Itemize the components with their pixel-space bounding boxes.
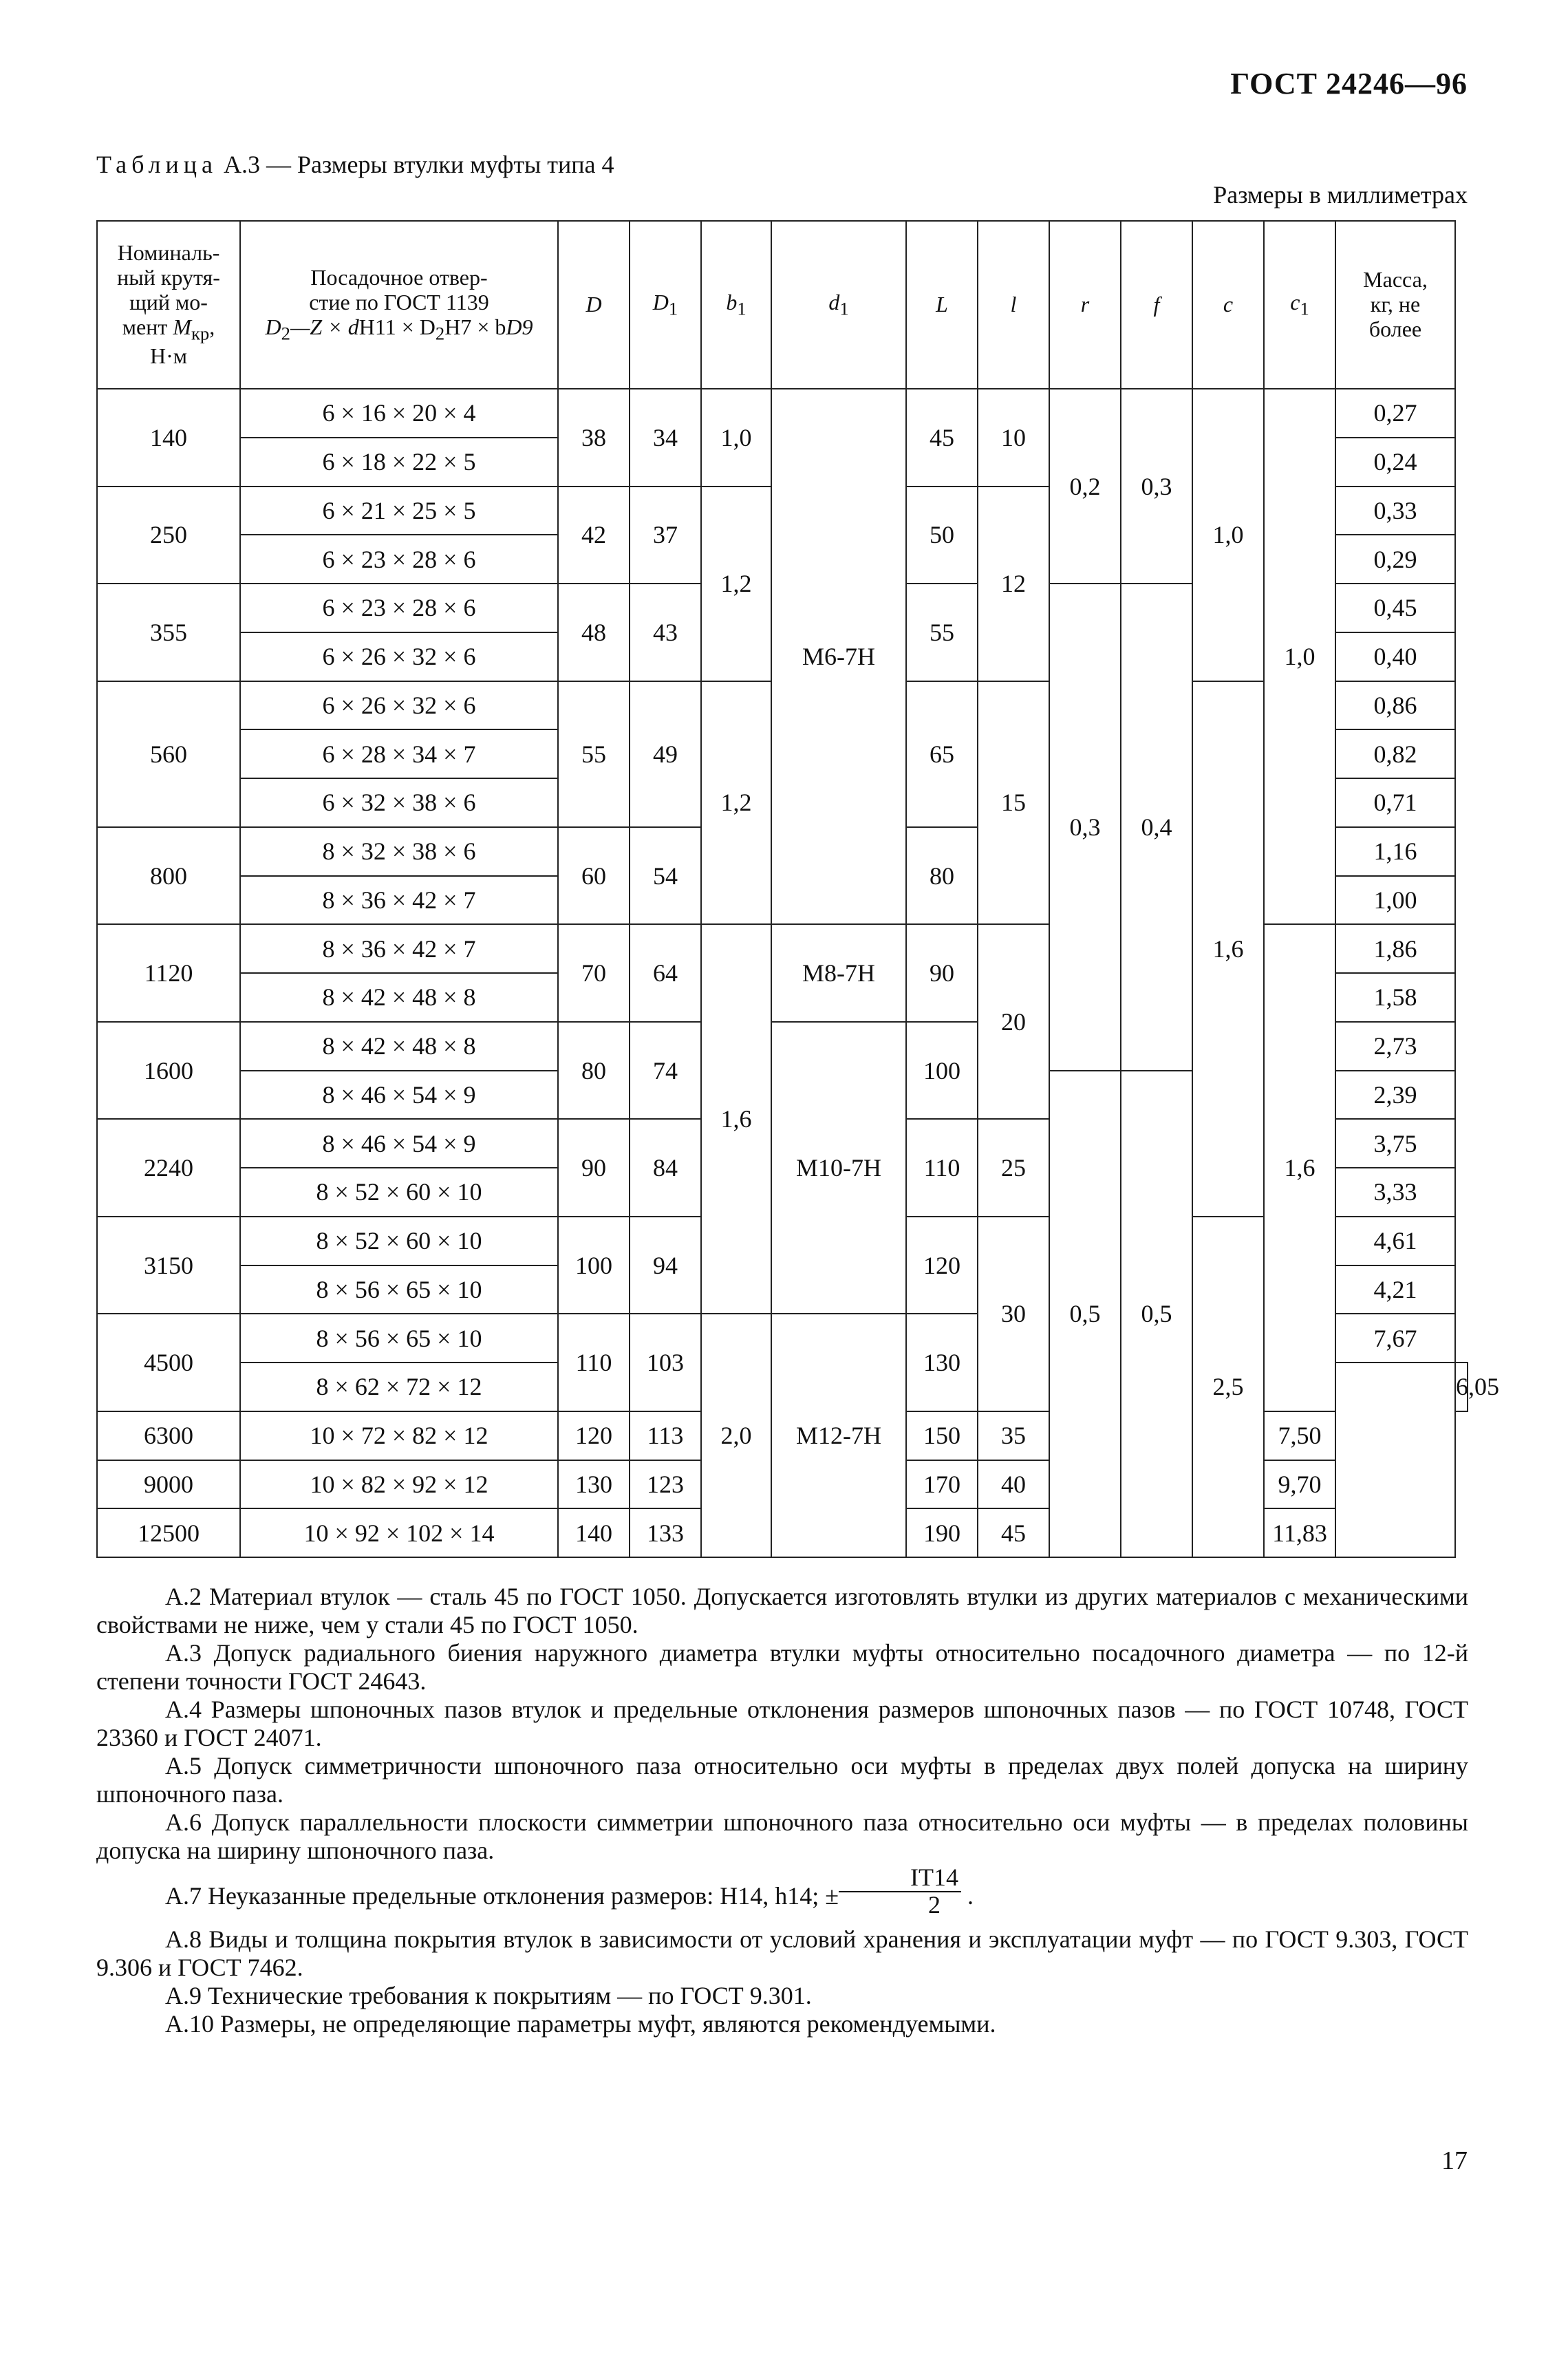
cell-torque: 9000 [97,1460,240,1509]
cell-D: 130 [558,1460,630,1509]
cell-mass: 0,27 [1335,389,1455,438]
cell-D: 80 [558,1022,630,1120]
caption-text: А.3 — Размеры втулки муфты типа 4 [217,151,614,178]
cell-mass: 3,75 [1335,1119,1455,1168]
cell-c: 1,0 [1192,389,1264,681]
cell-fit: 8 × 62 × 72 × 12 [240,1363,558,1411]
cell-D: 90 [558,1119,630,1217]
col-L: L [906,221,978,389]
col-D: D [558,221,630,389]
cell-c: 1,6 [1192,681,1264,1217]
notes-block [96,1583,1468,2038]
cell-mass: 11,83 [1264,1508,1335,1557]
fraction: $\frac{IT14}{2}$ [839,1865,961,1919]
cell-fit: 6 × 26 × 32 × 6 [240,632,558,681]
cell-torque: 250 [97,487,240,584]
cell-f: 0,3 [1121,389,1192,584]
cell-fit: 8 × 36 × 42 × 7 [240,876,558,925]
cell-L: 170 [906,1460,978,1509]
note-a7: А.7 Неуказанные предельные отклонения размеров: H14, h14; ± $\frac{IT14}{2}$ . [165,1863,974,1919]
cell-D1: 74 [630,1022,701,1120]
cell-fit: 8 × 46 × 54 × 9 [240,1119,558,1168]
cell-L: 50 [906,487,978,584]
cell-L: 130 [906,1314,978,1411]
cell-l: 10 [978,389,1049,487]
note-a3: А.3 Допуск радиального биения наружного диаметра втулки муфты относительно посадочного диаметра — по 12-й степени точности ГОСТ 24643. [96,1639,1468,1696]
cell-torque: 12500 [97,1508,240,1557]
col-d1: $d_1$ [771,221,906,389]
cell-fit: 8 × 42 × 48 × 8 [240,973,558,1022]
cell-c1: 1,6 [1264,924,1335,1411]
note-a8: А.8 Виды и толщина покрытия втулок в зависимости от условий хранения и эксплуатации муфт — по ГОСТ 9.303, ГОСТ 9.306 и ГОСТ 7462. [96,1925,1468,1981]
cell-D: 120 [558,1411,630,1460]
col-D1: $D_1$ [630,221,701,389]
cell-L: 190 [906,1508,978,1557]
cell-l: 40 [978,1460,1049,1509]
cell-b1: 1,6 [701,924,771,1314]
cell-mass: 7,50 [1264,1411,1335,1460]
cell-l: 12 [978,487,1049,681]
cell-l: 15 [978,681,1049,925]
cell-fit: 8 × 46 × 54 × 9 [240,1071,558,1120]
cell-D1: 34 [630,389,701,487]
cell-D1: 54 [630,827,701,925]
cell-D: 42 [558,487,630,584]
cell-fit: 10 × 92 × 102 × 14 [240,1508,558,1557]
note-a10: А.10 Размеры, не определяющие параметры муфт, являются рекомендуемыми. [165,2010,996,2038]
cell-fit: 10 × 82 × 92 × 12 [240,1460,558,1509]
units-note: Размеры в миллиметрах [1213,181,1468,209]
cell-mass: 1,00 [1335,876,1455,925]
note-a5: А.5 Допуск симметричности шпоночного паза относительно оси муфты в пределах двух полей допуска на ширину шпоночного паза. [96,1752,1468,1808]
col-f: f [1121,221,1192,389]
cell-d1: M10-7H [771,1022,906,1314]
cell-D: 100 [558,1217,630,1314]
cell-l: 35 [978,1411,1049,1460]
col-mass: Масса, кг, не более [1335,221,1455,389]
cell-D: 38 [558,389,630,487]
col-torque: Номиналь- ный крутя- щий мо- мент $M_{кр}$, Н·м [97,221,240,389]
cell-r: 0,5 [1049,1071,1121,1558]
cell-torque: 1120 [97,924,240,1022]
cell-b1: 1,2 [701,681,771,925]
cell-d1: M6-7H [771,389,906,924]
cell-torque: 4500 [97,1314,240,1411]
cell-l: 45 [978,1508,1049,1557]
cell-fit: 6 × 32 × 38 × 6 [240,778,558,827]
cell-mass: 4,61 [1335,1217,1455,1265]
cell-mass: 0,71 [1335,778,1455,827]
note-a9: А.9 Технические требования к покрытиям — по ГОСТ 9.301. [165,1981,812,2009]
cell-l: 30 [978,1217,1049,1411]
cell-b1: 2,0 [701,1314,771,1557]
cell-L: 80 [906,827,978,925]
cell-l: 25 [978,1119,1049,1217]
cell-torque: 140 [97,389,240,487]
cell-L: 120 [906,1217,978,1314]
page-number: 17 [1441,2146,1468,2175]
note-a2: А.2 Материал втулок — сталь 45 по ГОСТ 1050. Допускается изготовлять втулки из других материалов с механическими свойствами не ниже, чем у стали 45 по ГОСТ 1050. [96,1583,1468,1639]
col-l: l [978,221,1049,389]
col-c1: $c_1$ [1264,221,1335,389]
note-a6: А.6 Допуск параллельности плоскости симметрии шпоночного паза относительно оси муфты — в пределах половины допуска на ширину шпоночного паза. [96,1808,1468,1865]
cell-D: 110 [558,1314,630,1411]
cell-mass: 2,73 [1335,1022,1455,1071]
note-a4: А.4 Размеры шпоночных пазов втулок и предельные отклонения размеров шпоночных пазов — по ГОСТ 10748, ГОСТ 23360 и ГОСТ 24071. [96,1696,1468,1752]
cell-fit: 6 × 28 × 34 × 7 [240,729,558,778]
cell-b1: 1,2 [701,487,771,681]
cell-mass: 0,40 [1335,632,1455,681]
cell-fit: 6 × 23 × 28 × 6 [240,535,558,584]
cell-mass: 0,33 [1335,487,1455,535]
cell-D: 60 [558,827,630,925]
cell-mass: 1,16 [1335,827,1455,876]
caption-label: Таблица [96,151,217,178]
cell-mass: 0,45 [1335,584,1455,632]
cell-fit: 10 × 72 × 82 × 12 [240,1411,558,1460]
cell-fit: 8 × 32 × 38 × 6 [240,827,558,876]
cell-L: 65 [906,681,978,827]
cell-mass: 6,05 [1455,1363,1468,1411]
cell-D1: 103 [630,1314,701,1411]
cell-fit: 8 × 52 × 60 × 10 [240,1168,558,1217]
cell-mass: 1,58 [1335,973,1455,1022]
cell-l: 20 [978,924,1049,1119]
cell-L: 90 [906,924,978,1022]
cell-r: 0,3 [1049,584,1121,1071]
cell-D1: 84 [630,1119,701,1217]
cell-mass: 3,33 [1335,1168,1455,1217]
cell-c1: 1,0 [1264,389,1335,924]
cell-D1: 49 [630,681,701,827]
cell-fit: 8 × 56 × 65 × 10 [240,1314,558,1363]
cell-mass: 7,67 [1335,1314,1455,1363]
cell-c1-empty [1335,1363,1455,1557]
cell-mass: 0,24 [1335,438,1455,487]
cell-D: 48 [558,584,630,681]
cell-L: 45 [906,389,978,487]
document-code: ГОСТ 24246—96 [1230,67,1468,100]
table-row [97,389,1468,438]
col-fit: Посадочное отвер- стие по ГОСТ 1139 $D_2—Z \times dH11 \times D_2H7 \times bD9$ [240,221,558,389]
cell-fit: 8 × 52 × 60 × 10 [240,1217,558,1265]
cell-fit: 6 × 16 × 20 × 4 [240,389,558,438]
cell-fit: 6 × 26 × 32 × 6 [240,681,558,730]
cell-L: 55 [906,584,978,681]
cell-mass: 2,39 [1335,1071,1455,1120]
cell-D1: 64 [630,924,701,1022]
cell-torque: 560 [97,681,240,827]
cell-D1: 123 [630,1460,701,1509]
cell-mass: 4,21 [1335,1265,1455,1314]
header-row [97,221,1468,389]
cell-torque: 2240 [97,1119,240,1217]
cell-fit: 8 × 56 × 65 × 10 [240,1265,558,1314]
col-r: r [1049,221,1121,389]
cell-D1: 133 [630,1508,701,1557]
col-c: c [1192,221,1264,389]
cell-fit: 6 × 18 × 22 × 5 [240,438,558,487]
cell-D: 70 [558,924,630,1022]
cell-mass: 1,86 [1335,924,1455,973]
cell-D: 140 [558,1508,630,1557]
cell-D1: 43 [630,584,701,681]
cell-torque: 3150 [97,1217,240,1314]
dimensions-table [96,220,1499,1558]
cell-b1: 1,0 [701,389,771,487]
cell-torque: 800 [97,827,240,925]
cell-d1: M12-7H [771,1314,906,1557]
cell-L: 150 [906,1411,978,1460]
cell-D1: 113 [630,1411,701,1460]
cell-f: 0,4 [1121,584,1192,1071]
table-caption [96,150,614,179]
cell-D: 55 [558,681,630,827]
cell-L: 100 [906,1022,978,1120]
cell-D1: 37 [630,487,701,584]
cell-L: 110 [906,1119,978,1217]
cell-r: 0,2 [1049,389,1121,584]
cell-f: 0,5 [1121,1071,1192,1558]
cell-d1: M8-7H [771,924,906,1022]
cell-mass: 0,86 [1335,681,1455,730]
cell-torque: 1600 [97,1022,240,1120]
cell-fit: 6 × 23 × 28 × 6 [240,584,558,632]
cell-D1: 94 [630,1217,701,1314]
cell-fit: 8 × 42 × 48 × 8 [240,1022,558,1071]
cell-fit: 8 × 36 × 42 × 7 [240,924,558,973]
cell-mass: 0,29 [1335,535,1455,584]
cell-torque: 6300 [97,1411,240,1460]
cell-c: 2,5 [1192,1217,1264,1557]
cell-fit: 6 × 21 × 25 × 5 [240,487,558,535]
cell-torque: 355 [97,584,240,681]
col-b1: $b_1$ [701,221,771,389]
cell-mass: 9,70 [1264,1460,1335,1509]
cell-mass: 0,82 [1335,729,1455,778]
